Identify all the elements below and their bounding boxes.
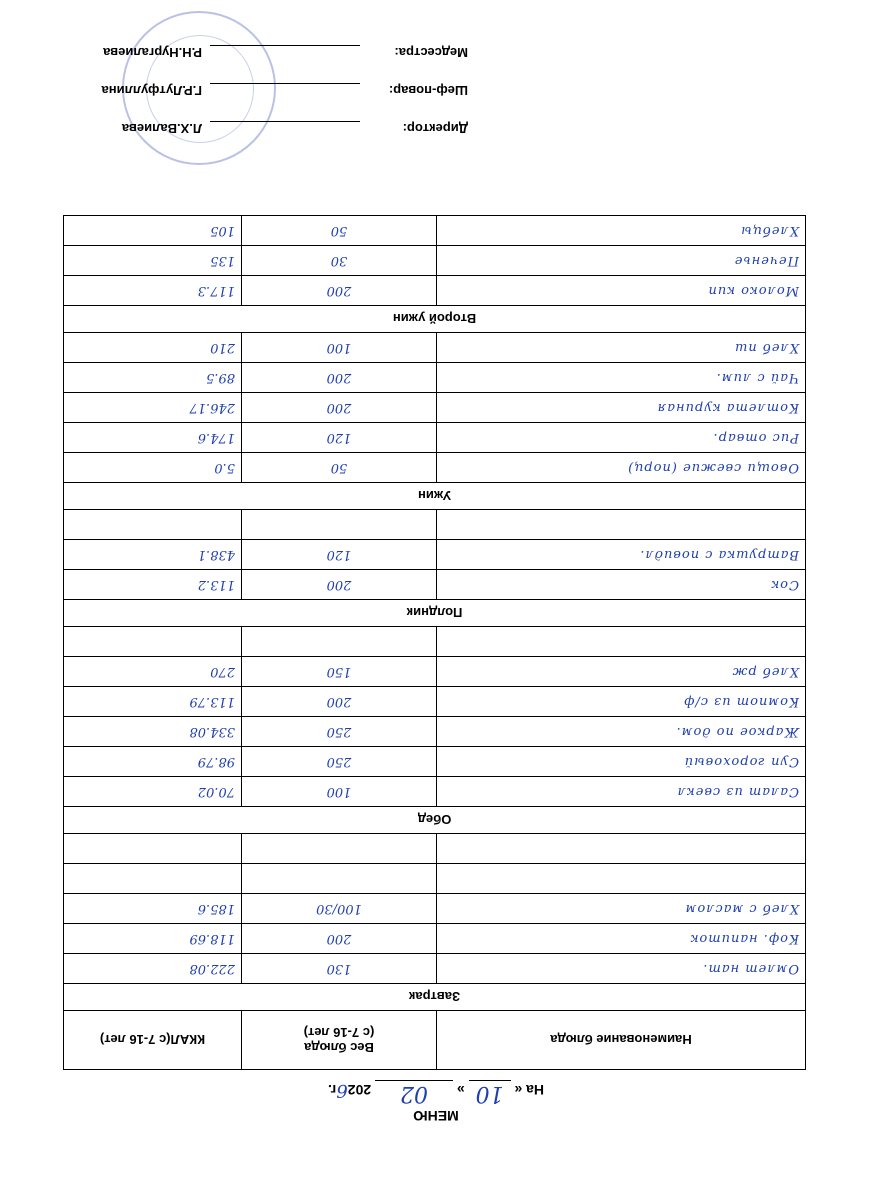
dish-weight-cell	[242, 627, 437, 657]
table-row	[64, 393, 806, 423]
signature-line	[210, 121, 360, 122]
signature-line	[210, 83, 360, 84]
dish-kcal-cell: 89.5	[64, 363, 242, 393]
table-row	[64, 687, 806, 717]
dish-kcal-cell: 438.1	[64, 540, 242, 570]
dish-kcal-cell: 135	[64, 246, 242, 276]
dish-name-cell: Суп гороховый	[437, 747, 806, 777]
dish-name-cell: Рис отвар.	[437, 423, 806, 453]
date-line	[0, 1080, 872, 1106]
dish-name-cell: Печенье	[437, 246, 806, 276]
dish-name-cell: Чай с лим.	[437, 363, 806, 393]
dish-name-cell: Жаркое по дом.	[437, 717, 806, 747]
table-row	[64, 717, 806, 747]
dish-weight-cell: 120	[242, 540, 437, 570]
date-mid: »	[456, 1082, 465, 1098]
dish-kcal-cell	[64, 627, 242, 657]
table-row	[64, 276, 806, 306]
dish-weight-cell: 100/30	[242, 894, 437, 924]
dish-weight-cell: 200	[242, 363, 437, 393]
signature-row	[48, 72, 468, 110]
section-header-row	[64, 600, 806, 627]
date-suffix: г.	[327, 1082, 337, 1098]
date-day: 10	[469, 1080, 511, 1106]
table-row	[64, 453, 806, 483]
table-row	[64, 924, 806, 954]
dish-kcal-cell	[64, 864, 242, 894]
signatures-block	[48, 34, 468, 148]
dish-kcal-cell: 113.79	[64, 687, 242, 717]
dish-kcal-cell	[64, 510, 242, 540]
dish-kcal-cell: 98.79	[64, 747, 242, 777]
dish-name-cell: Хлеб рж	[437, 657, 806, 687]
dish-name-cell: Котлета куриная	[437, 393, 806, 423]
dish-name-cell	[437, 834, 806, 864]
dish-kcal-cell: 222.08	[64, 954, 242, 984]
dish-weight-cell: 100	[242, 333, 437, 363]
dish-name-cell: Сок	[437, 570, 806, 600]
dish-weight-cell: 200	[242, 276, 437, 306]
section-label: Обед	[64, 807, 806, 834]
table-row	[64, 777, 806, 807]
dish-name-cell: Коф. напиток	[437, 924, 806, 954]
date-year-prefix: 202	[347, 1082, 372, 1098]
table-row	[64, 510, 806, 540]
dish-weight-cell	[242, 834, 437, 864]
table-row	[64, 747, 806, 777]
dish-kcal-cell: 105	[64, 216, 242, 246]
dish-weight-cell	[242, 510, 437, 540]
dish-kcal-cell: 334.08	[64, 717, 242, 747]
signature-name: Л.Х.Валиева	[121, 121, 202, 136]
dish-weight-cell: 100	[242, 777, 437, 807]
table-row	[64, 627, 806, 657]
page-title: МЕНЮ	[413, 1108, 459, 1124]
table-row	[64, 864, 806, 894]
dish-weight-cell	[242, 864, 437, 894]
dish-weight-cell: 120	[242, 423, 437, 453]
dish-kcal-cell: 118.69	[64, 924, 242, 954]
dish-name-cell: Ватрушка с повидл.	[437, 540, 806, 570]
header-weight: Вес блюда (с 7-16 лет)	[242, 1011, 437, 1070]
menu-table	[63, 215, 806, 1070]
dish-weight-cell: 30	[242, 246, 437, 276]
dish-name-cell: Хлебцы	[437, 216, 806, 246]
table-row	[64, 540, 806, 570]
dish-weight-cell: 130	[242, 954, 437, 984]
signature-role: Директор:	[402, 121, 468, 136]
dish-name-cell	[437, 510, 806, 540]
dish-kcal-cell: 174.6	[64, 423, 242, 453]
signature-row	[48, 110, 468, 148]
header-dish-name: Наименование блюда	[437, 1011, 806, 1070]
date-prefix: На «	[514, 1082, 545, 1098]
section-header-row	[64, 984, 806, 1011]
table-row	[64, 333, 806, 363]
table-row	[64, 216, 806, 246]
date-month: 02	[375, 1080, 453, 1106]
dish-kcal-cell: 185.6	[64, 894, 242, 924]
dish-name-cell: Компот из с/ф	[437, 687, 806, 717]
signature-role: Шеф-повар:	[388, 83, 468, 98]
table-row	[64, 954, 806, 984]
table-row	[64, 834, 806, 864]
dish-weight-cell: 250	[242, 747, 437, 777]
table-row	[64, 423, 806, 453]
dish-name-cell: Молоко кип	[437, 276, 806, 306]
table-row	[64, 894, 806, 924]
dish-name-cell: Салат из свекл	[437, 777, 806, 807]
table-row	[64, 246, 806, 276]
date-year-digit: 6	[336, 1080, 348, 1101]
dish-weight-cell: 200	[242, 393, 437, 423]
dish-weight-cell: 50	[242, 453, 437, 483]
section-header-row	[64, 306, 806, 333]
signature-name: Р.Н.Нургалиева	[103, 45, 202, 60]
dish-kcal-cell: 210	[64, 333, 242, 363]
table-header-row	[64, 1011, 806, 1070]
signature-row	[48, 34, 468, 72]
section-label: Полдник	[64, 600, 806, 627]
signature-name: Г.Р.Лутфуллина	[101, 83, 202, 98]
dish-name-cell: Хлеб с маслом	[437, 894, 806, 924]
dish-name-cell: Хлеб пш	[437, 333, 806, 363]
signature-role: Медсестра:	[394, 45, 468, 60]
section-label: Завтрак	[64, 984, 806, 1011]
section-label: Ужин	[64, 483, 806, 510]
dish-weight-cell: 150	[242, 657, 437, 687]
section-header-row	[64, 807, 806, 834]
dish-kcal-cell: 246.17	[64, 393, 242, 423]
table-row	[64, 363, 806, 393]
dish-weight-cell: 250	[242, 717, 437, 747]
dish-kcal-cell: 5.0	[64, 453, 242, 483]
dish-weight-cell: 200	[242, 570, 437, 600]
dish-name-cell: Овощи свежие (порц)	[437, 453, 806, 483]
dish-weight-cell: 200	[242, 687, 437, 717]
dish-weight-cell: 200	[242, 924, 437, 954]
header-kcal: ККАЛ(с 7-16 лет)	[64, 1011, 242, 1070]
dish-name-cell	[437, 864, 806, 894]
dish-weight-cell: 50	[242, 216, 437, 246]
signature-line	[210, 45, 360, 46]
dish-name-cell: Омлет нат.	[437, 954, 806, 984]
dish-kcal-cell: 270	[64, 657, 242, 687]
section-label: Второй ужин	[64, 306, 806, 333]
section-header-row	[64, 483, 806, 510]
dish-name-cell	[437, 627, 806, 657]
dish-kcal-cell	[64, 834, 242, 864]
table-row	[64, 657, 806, 687]
dish-kcal-cell: 117.3	[64, 276, 242, 306]
table-row	[64, 570, 806, 600]
dish-kcal-cell: 70.02	[64, 777, 242, 807]
dish-kcal-cell: 113.2	[64, 570, 242, 600]
